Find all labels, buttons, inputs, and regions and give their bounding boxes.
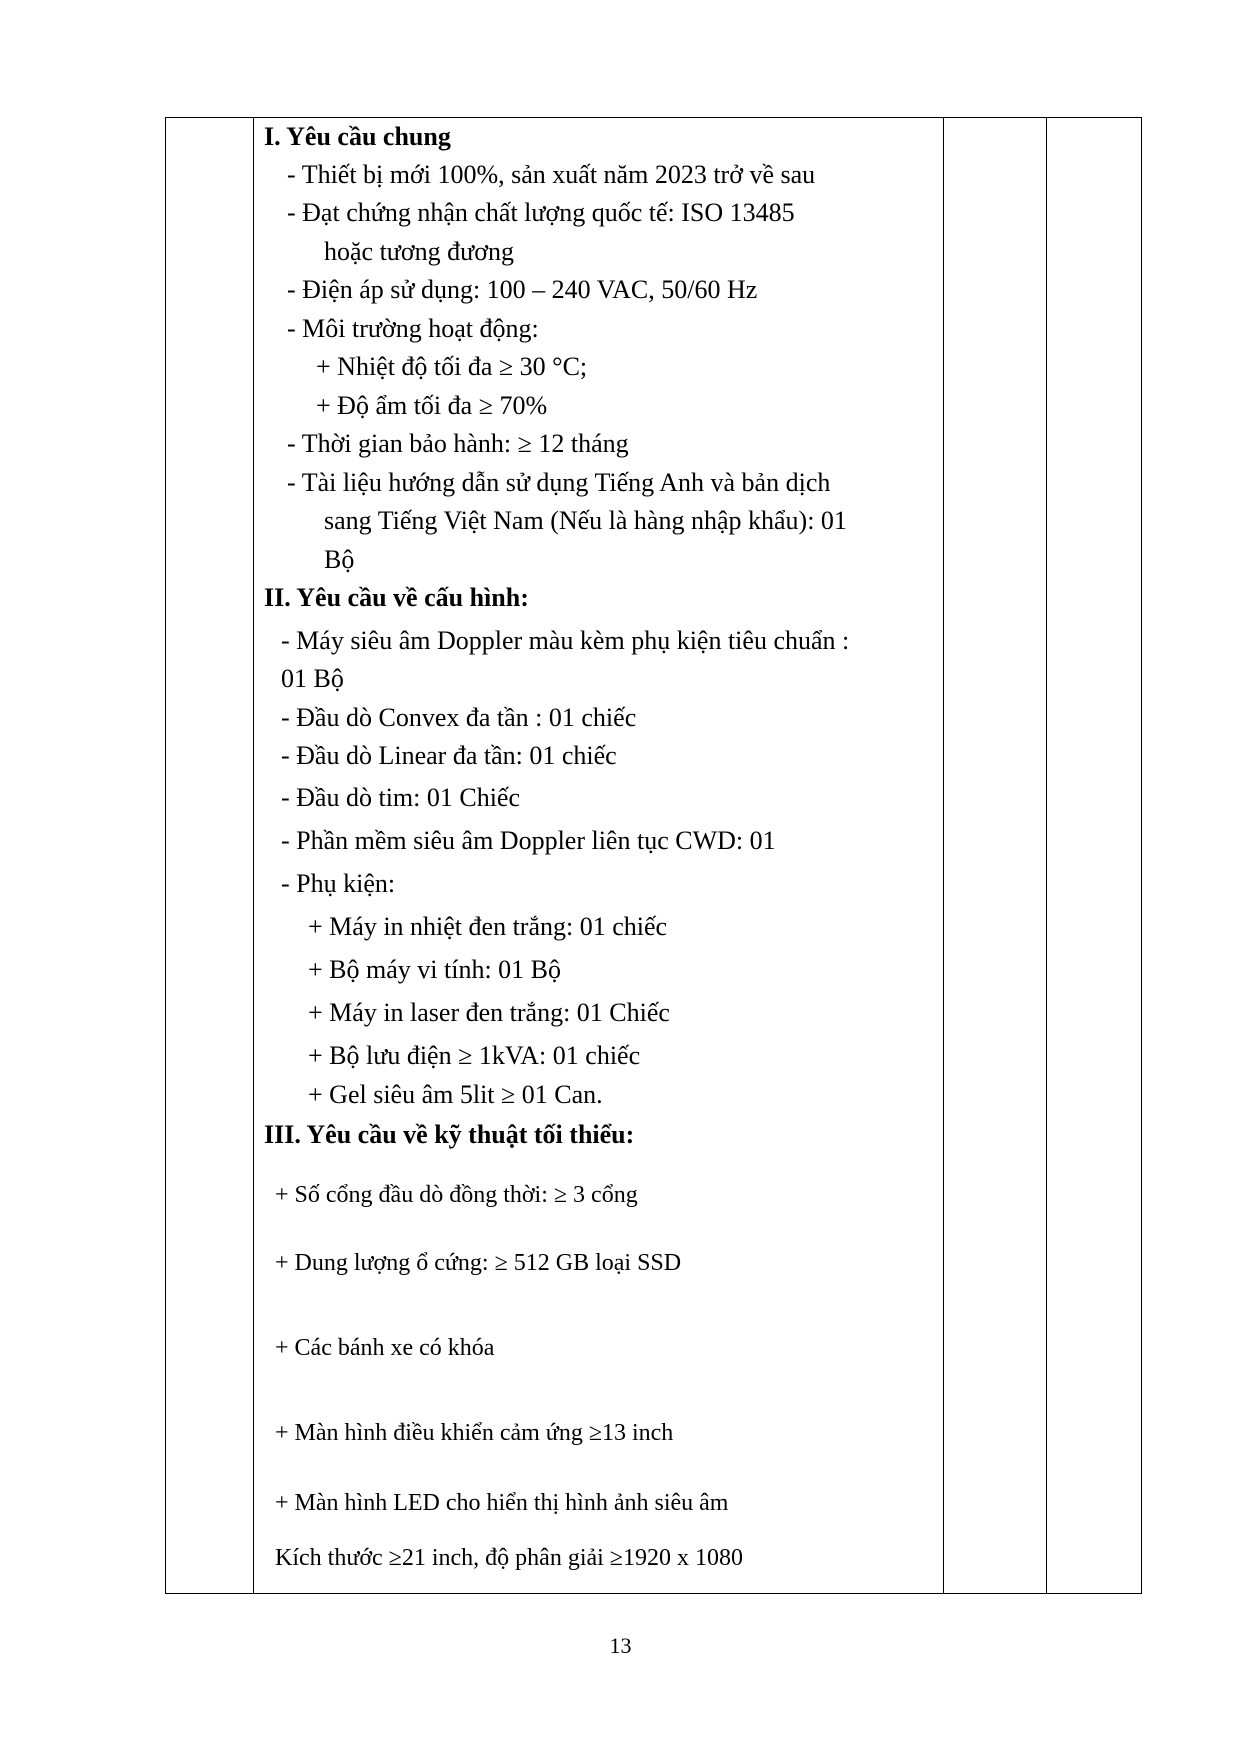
- config-line: - Máy siêu âm Doppler màu kèm phụ kiện tiêu chuẩn :: [281, 626, 850, 655]
- requirement-line: sang Tiếng Việt Nam (Nếu là hàng nhập khẩu): 01: [324, 506, 847, 535]
- requirement-line: - Môi trường hoạt động:: [287, 314, 539, 343]
- config-line: - Đầu dò tim: 01 Chiếc: [281, 783, 521, 812]
- tech-spec-line: + Màn hình điều khiển cảm ứng ≥13 inch: [275, 1420, 674, 1446]
- section-1-heading: I. Yêu cầu chung: [264, 122, 451, 151]
- accessory-line: + Bộ máy vi tính: 01 Bộ: [308, 955, 562, 984]
- requirement-line: - Điện áp sử dụng: 100 – 240 VAC, 50/60 Hz: [287, 275, 758, 304]
- tech-spec-line: + Các bánh xe có khóa: [275, 1335, 495, 1361]
- config-line: - Đầu dò Convex đa tần : 01 chiếc: [281, 703, 637, 732]
- config-line: - Phần mềm siêu âm Doppler liên tục CWD: 01: [281, 826, 776, 855]
- requirement-line: + Nhiệt độ tối đa ≥ 30 °C;: [316, 352, 588, 381]
- requirement-line: - Thiết bị mới 100%, sản xuất năm 2023 trở về sau: [287, 160, 816, 189]
- accessory-line: + Bộ lưu điện ≥ 1kVA: 01 chiếc: [308, 1041, 641, 1070]
- column-divider: [943, 118, 944, 1593]
- requirement-line: - Đạt chứng nhận chất lượng quốc tế: ISO 13485: [287, 198, 795, 227]
- config-line: 01 Bộ: [281, 664, 344, 693]
- accessory-line: + Gel siêu âm 5lit ≥ 01 Can.: [308, 1080, 603, 1109]
- accessory-line: + Máy in nhiệt đen trắng: 01 chiếc: [308, 912, 668, 941]
- requirement-line: Bộ: [324, 545, 355, 574]
- page-number: 13: [609, 1633, 632, 1658]
- tech-spec-line: + Màn hình LED cho hiển thị hình ảnh siêu âm: [275, 1490, 729, 1516]
- tech-spec-line: + Dung lượng ổ cứng: ≥ 512 GB loại SSD: [275, 1250, 682, 1276]
- requirement-line: + Độ ẩm tối đa ≥ 70%: [316, 391, 548, 420]
- requirement-line: - Tài liệu hướng dẫn sử dụng Tiếng Anh và bản dịch: [287, 468, 831, 497]
- config-line: - Đầu dò Linear đa tần: 01 chiếc: [281, 741, 617, 770]
- accessory-line: + Máy in laser đen trắng: 01 Chiếc: [308, 998, 670, 1027]
- config-line: - Phụ kiện:: [281, 869, 396, 898]
- tech-spec-line: + Số cổng đầu dò đồng thời: ≥ 3 cổng: [275, 1182, 638, 1208]
- requirement-line: - Thời gian bảo hành: ≥ 12 tháng: [287, 429, 629, 458]
- requirement-line: hoặc tương đương: [324, 237, 514, 266]
- tech-spec-line: Kích thước ≥21 inch, độ phân giải ≥1920 x 1080: [275, 1545, 743, 1571]
- column-divider: [253, 118, 254, 1593]
- section-2-heading: II. Yêu cầu về cấu hình:: [264, 583, 529, 612]
- section-3-heading: III. Yêu cầu về kỹ thuật tối thiểu:: [264, 1120, 635, 1149]
- column-divider: [1046, 118, 1047, 1593]
